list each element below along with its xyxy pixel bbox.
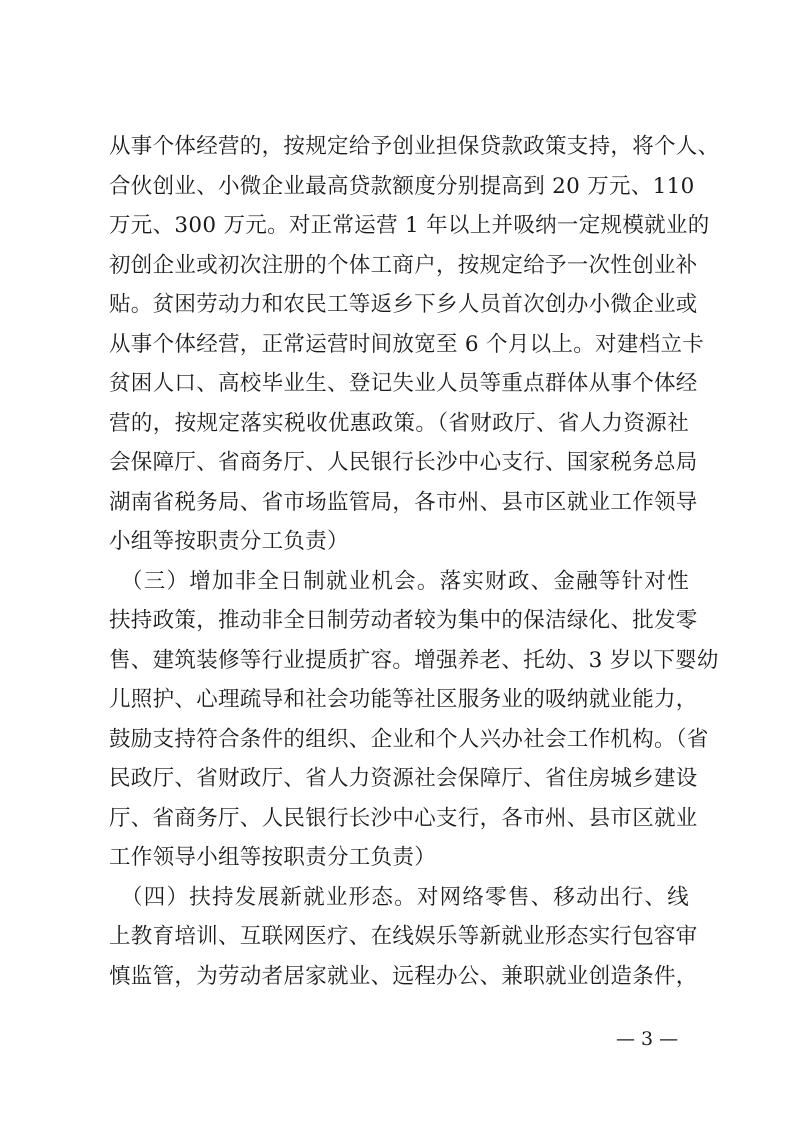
text-line: 初创企业或初次注册的个体工商户，按规定给予一次性创业补	[109, 252, 698, 278]
text-line: 工作领导小组等按职责分工负责）	[109, 845, 437, 870]
text-line: 厅、省商务厅、人民银行长沙中心支行，各市州、县市区就业	[109, 805, 698, 831]
text-line: 慎监管，为劳动者居家就业、远程办公、兼职就业创造条件，	[109, 963, 698, 989]
section-heading-line: （三）增加非全日制就业机会。落实财政、金融等针对性	[109, 568, 689, 594]
text-line: 会保障厅、省商务厅、人民银行长沙中心支行、国家税务总局	[109, 450, 698, 475]
text-line: 从事个体经营，正常运营时间放宽至 6 个月以上。对建档立卡	[109, 331, 705, 357]
text-line: 小组等按职责分工负责）	[109, 529, 349, 554]
text-line: 儿照护、心理疏导和社会功能等社区服务业的吸纳就业能力，	[109, 687, 698, 712]
body-text	[109, 127, 720, 996]
text-line: 万元、300 万元。对正常运营 1 年以上并吸纳一定规模就业的	[109, 213, 710, 238]
text-line: 民政厅、省财政厅、省人力资源社会保障厅、省住房城乡建设	[109, 766, 698, 791]
text-line: 贫困人口、高校毕业生、登记失业人员等重点群体从事个体经	[109, 371, 698, 396]
text-line: 贴。贫困劳动力和农民工等返乡下乡人员首次创办小微企业或	[109, 292, 698, 317]
text-line: 售、建筑装修等行业提质扩容。增强养老、托幼、3 岁以下婴幼	[109, 647, 719, 673]
text-line: 扶持政策，推动非全日制劳动者较为集中的保洁绿化、批发零	[109, 608, 698, 633]
text-line: 上教育培训、互联网医疗、在线娱乐等新就业形态实行包容审	[109, 924, 698, 949]
text-line: 营的，按规定落实税收优惠政策。（省财政厅、省人力资源社	[109, 410, 689, 436]
text-line: 合伙创业、小微企业最高贷款额度分别提高到 20 万元、110	[109, 173, 695, 199]
text-line: 湖南省税务局、省市场监管局，各市州、县市区就业工作领导	[109, 489, 698, 515]
page-number: — 3 —	[616, 1028, 679, 1050]
section-heading-line: （四）扶持发展新就业形态。对网络零售、移动出行、线	[109, 884, 689, 910]
text-line: 鼓励支持符合条件的组织、企业和个人兴办社会工作机构。（省	[109, 726, 709, 752]
text-line: 从事个体经营的，按规定给予创业担保贷款政策支持，将个人、	[109, 134, 720, 159]
